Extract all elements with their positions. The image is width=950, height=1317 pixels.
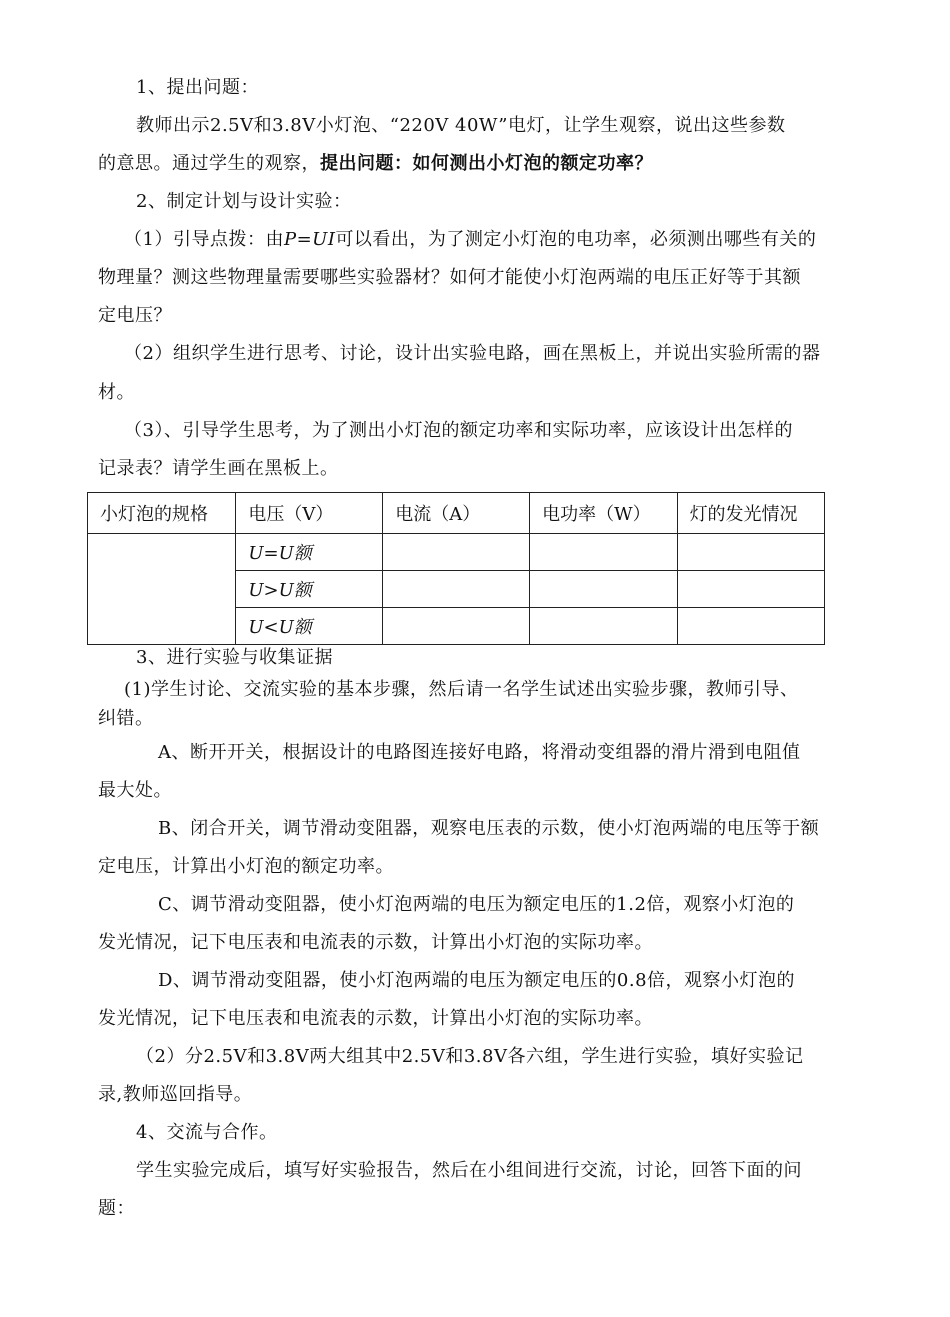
header-brightness: 灯的发光情况 <box>677 493 824 534</box>
table-cell <box>677 571 824 608</box>
section-4-paragraph-line-2: 题： <box>98 1198 135 1219</box>
guide-line-2: 物理量？测这些物理量需要哪些实验器材？如何才能使小灯泡两端的电压正好等于其额 <box>98 267 801 288</box>
step-a-line-2: 最大处。 <box>98 780 172 801</box>
guide-line-1 <box>124 228 816 252</box>
guide-text-post: 可以看出，为了测定小灯泡的电功率，必须测出哪些有关的 <box>335 229 817 250</box>
header-current: 电流（A） <box>383 493 530 534</box>
power-formula: P=UI <box>283 229 336 250</box>
step-a-line-1: A、断开开关，根据设计的电路图连接好电路，将滑动变组器的滑片滑到电阻值 <box>158 742 801 763</box>
table-cell <box>530 534 677 571</box>
guide-text-pre: （1）引导点拨：由 <box>124 229 284 250</box>
organize-line-1: （2）组织学生进行思考、讨论，设计出实验电路，画在黑板上，并说出实验所需的器 <box>124 343 821 364</box>
voltage-condition-greater: U>U额 <box>236 571 383 608</box>
bulb-spec-cell <box>88 534 236 645</box>
step-c-line-2: 发光情况，记下电压表和电流表的示数，计算出小灯泡的实际功率。 <box>98 932 653 953</box>
section-3-heading: 3、进行实验与收集证据 <box>136 647 333 668</box>
voltage-condition-equal: U=U额 <box>236 534 383 571</box>
steps-intro-line-2: 纠错。 <box>98 708 154 729</box>
key-question: 提出问题：如何测出小灯泡的额定功率？ <box>320 153 653 174</box>
step-b-line-2: 定电压，计算出小灯泡的额定功率。 <box>98 856 394 877</box>
section-4-heading: 4、交流与合作。 <box>136 1122 278 1143</box>
think-line-1: （3）、引导学生思考，为了测出小灯泡的额定功率和实际功率，应该设计出怎样的 <box>124 420 793 441</box>
step-c-line-1: C、调节滑动变阻器，使小灯泡两端的电压为额定电压的1.2倍，观察小灯泡的 <box>158 894 795 915</box>
step-d-line-1: D、调节滑动变阻器，使小灯泡两端的电压为额定电压的0.8倍，观察小灯泡的 <box>158 970 796 991</box>
table-cell <box>383 571 530 608</box>
think-line-2: 记录表？请学生画在黑板上。 <box>98 458 339 479</box>
table-cell <box>383 534 530 571</box>
record-table <box>87 492 825 645</box>
table-cell <box>383 608 530 645</box>
table-cell <box>677 534 824 571</box>
grouping-line-2: 录,教师巡回指导。 <box>98 1084 253 1105</box>
table-cell <box>530 571 677 608</box>
voltage-condition-less: U<U额 <box>236 608 383 645</box>
table-cell <box>530 608 677 645</box>
step-b-line-1: B、闭合开关，调节滑动变阻器，观察电压表的示数，使小灯泡两端的电压等于额 <box>158 818 820 839</box>
guide-line-3: 定电压？ <box>98 305 172 326</box>
section-4-paragraph-line-1: 学生实验完成后，填写好实验报告，然后在小组间进行交流，讨论，回答下面的问 <box>136 1160 802 1181</box>
header-bulb-spec: 小灯泡的规格 <box>88 493 236 534</box>
organize-line-2: 材。 <box>98 382 135 403</box>
header-voltage: 电压（V） <box>236 493 383 534</box>
section-1-paragraph-line-1: 教师出示2.5V和3.8V小灯泡、“220V 40W”电灯，让学生观察，说出这些参数 <box>136 115 786 136</box>
section-1-text: 的意思。通过学生的观察， <box>98 153 320 174</box>
section-2-heading: 2、制定计划与设计实验： <box>136 191 352 212</box>
steps-intro-line-1: (1)学生讨论、交流实验的基本步骤，然后请一名学生试述出实验步骤，教师引导、 <box>124 679 799 700</box>
grouping-line-1: （2）分2.5V和3.8V两大组其中2.5V和3.8V各六组，学生进行实验，填好实验记 <box>136 1046 804 1067</box>
section-1-heading: 1、提出问题： <box>136 77 259 98</box>
table-header-row <box>88 493 825 534</box>
step-d-line-2: 发光情况，记下电压表和电流表的示数，计算出小灯泡的实际功率。 <box>98 1008 653 1029</box>
section-1-paragraph-line-2 <box>98 152 653 176</box>
header-power: 电功率（W） <box>530 493 677 534</box>
table-row <box>88 534 825 571</box>
table-cell <box>677 608 824 645</box>
